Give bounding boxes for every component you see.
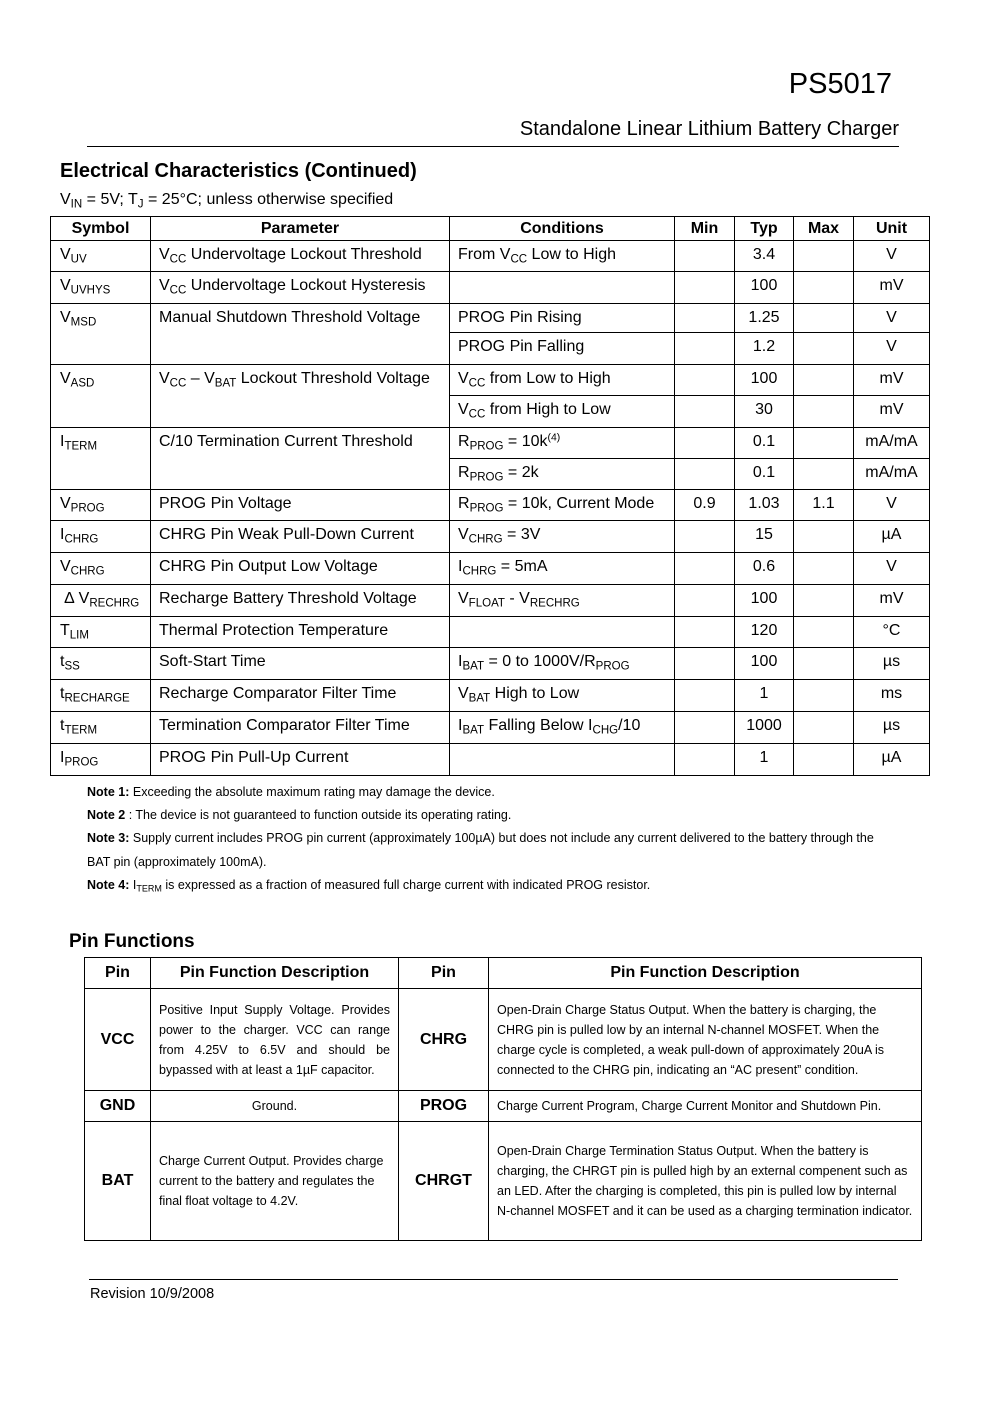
- note-label: Note 3:: [87, 831, 130, 846]
- symbol-cell: $I_{CHRG}$: [51, 521, 151, 553]
- table-row: [51, 521, 930, 553]
- symbol-cell: $I_{PROG}$: [51, 744, 151, 776]
- parameter-cell: Soft-Start Time: [151, 648, 450, 680]
- conditions-cell: [450, 617, 675, 648]
- max-cell: [794, 617, 854, 648]
- max-cell: [794, 585, 854, 617]
- parameter-cell: $V_{CC}$ Undervoltage Lockout Hysteresis: [151, 272, 450, 304]
- min-cell: [675, 241, 735, 272]
- typ-cell: 30: [735, 396, 794, 428]
- unit-cell: µs: [854, 648, 930, 680]
- max-cell: [794, 304, 854, 333]
- footer-divider: [89, 1279, 898, 1280]
- min-cell: [675, 712, 735, 744]
- table-row: [51, 553, 930, 585]
- table-row: [51, 365, 930, 396]
- document-subtitle: Standalone Linear Lithium Battery Charger: [519, 118, 899, 140]
- note-label: Note 2: [87, 808, 126, 823]
- column-header-parameter: Parameter: [151, 217, 450, 241]
- unit-cell: mA/mA: [854, 428, 930, 459]
- column-header-pin: Pin: [399, 958, 489, 989]
- conditions-cell: $V_{FLOAT} - V_{RECHRG}$: [450, 585, 675, 617]
- pin-description-cell: Open-Drain Charge Status Output. When the battery is charging, the CHRG pin is pulled low by an internal N-channel MOSFET. When the charge cycle is completed, a weak pull-down of approximately 20uA is connected to the CHRG pin, indicating an “AC present” condition.: [489, 989, 922, 1091]
- parameter-cell: $V_{CC} - V_{BAT}$ Lockout Threshold Voltage: [151, 365, 450, 428]
- conditions-cell: [450, 272, 675, 304]
- column-header-max: Max: [794, 217, 854, 241]
- note-text: $I_{TERM}$ is expressed as a fraction of measured full charge current with indicated PROG resistor.: [132, 877, 651, 894]
- note-item: [87, 827, 887, 873]
- symbol-cell: $V_{UV}$: [51, 241, 151, 272]
- revision-label: Revision 10/9/2008: [90, 1286, 215, 1302]
- note-text: Supply current includes PROG pin current (approximately 100µA) but does not include any current delivered to the battery through the BAT pin (approximately 100mA).: [87, 831, 874, 869]
- typ-cell: 100: [735, 585, 794, 617]
- unit-cell: µA: [854, 521, 930, 553]
- parameter-cell: C/10 Termination Current Threshold: [151, 428, 450, 490]
- min-cell: [675, 365, 735, 396]
- conditions-cell: $R_{PROG} = 2k$: [450, 459, 675, 490]
- symbol-cell: $V_{MSD}$: [51, 304, 151, 365]
- pin-name-cell: GND: [85, 1091, 151, 1122]
- note-item: [87, 874, 887, 897]
- pin-row: [85, 1091, 922, 1122]
- table-row: [51, 241, 930, 272]
- column-header-pin: Pin: [85, 958, 151, 989]
- column-header-typ: Typ: [735, 217, 794, 241]
- typ-cell: 100: [735, 365, 794, 396]
- min-cell: [675, 585, 735, 617]
- typ-cell: 100: [735, 272, 794, 304]
- conditions-cell: $I_{BAT}$ Falling Below $I_{CHG}/10$: [450, 712, 675, 744]
- max-cell: [794, 333, 854, 365]
- min-cell: [675, 744, 735, 776]
- table-header-row: [85, 958, 922, 989]
- symbol-cell: $I_{TERM}$: [51, 428, 151, 490]
- table-row: [51, 680, 930, 712]
- table-row: [51, 712, 930, 744]
- symbol-cell: $t_{TERM}$: [51, 712, 151, 744]
- table-row: [51, 490, 930, 521]
- unit-cell: mA/mA: [854, 459, 930, 490]
- conditions-cell: PROG Pin Falling: [450, 333, 675, 365]
- max-cell: [794, 459, 854, 490]
- max-cell: [794, 553, 854, 585]
- column-header-description: Pin Function Description: [489, 958, 922, 989]
- electrical-characteristics-table: [50, 216, 930, 776]
- max-cell: 1.1: [794, 490, 854, 521]
- table-header-row: [51, 217, 930, 241]
- min-cell: [675, 396, 735, 428]
- column-header-min: Min: [675, 217, 735, 241]
- conditions-cell: $V_{CC}$ from Low to High: [450, 365, 675, 396]
- min-cell: [675, 428, 735, 459]
- pin-name-cell: CHRGT: [399, 1122, 489, 1241]
- typ-cell: 100: [735, 648, 794, 680]
- unit-cell: V: [854, 553, 930, 585]
- symbol-cell: $t_{SS}$: [51, 648, 151, 680]
- min-cell: 0.9: [675, 490, 735, 521]
- notes-section: [87, 781, 887, 897]
- min-cell: [675, 521, 735, 553]
- max-cell: [794, 365, 854, 396]
- part-number: PS5017: [788, 68, 892, 100]
- unit-cell: mV: [854, 585, 930, 617]
- parameter-cell: PROG Pin Pull-Up Current: [151, 744, 450, 776]
- unit-cell: µs: [854, 712, 930, 744]
- conditions-cell: $V_{CC}$ from High to Low: [450, 396, 675, 428]
- conditions-cell: $I_{BAT} = 0$ to $1000V/R_{PROG}$: [450, 648, 675, 680]
- unit-cell: °C: [854, 617, 930, 648]
- max-cell: [794, 521, 854, 553]
- unit-cell: mV: [854, 396, 930, 428]
- pin-name-cell: BAT: [85, 1122, 151, 1241]
- min-cell: [675, 553, 735, 585]
- typ-cell: 1.25: [735, 304, 794, 333]
- conditions-cell: [450, 744, 675, 776]
- min-cell: [675, 680, 735, 712]
- pin-description-cell: Charge Current Program, Charge Current Monitor and Shutdown Pin.: [489, 1091, 922, 1122]
- parameter-cell: CHRG Pin Output Low Voltage: [151, 553, 450, 585]
- column-header-conditions: Conditions: [450, 217, 675, 241]
- conditions-cell: $V_{CHRG} = 3V$: [450, 521, 675, 553]
- note-label: Note 1:: [87, 785, 130, 799]
- column-header-symbol: Symbol: [51, 217, 151, 241]
- note-item: [87, 781, 887, 804]
- unit-cell: V: [854, 490, 930, 521]
- symbol-cell: $V_{PROG}$: [51, 490, 151, 521]
- typ-cell: 0.1: [735, 459, 794, 490]
- parameter-cell: Manual Shutdown Threshold Voltage: [151, 304, 450, 365]
- typ-cell: 1: [735, 680, 794, 712]
- note-label: Note 4:: [87, 877, 130, 892]
- typ-cell: 3.4: [735, 241, 794, 272]
- note-text: Exceeding the absolute maximum rating may damage the device.: [132, 785, 495, 799]
- pin-name-cell: PROG: [399, 1091, 489, 1122]
- unit-cell: V: [854, 304, 930, 333]
- unit-cell: V: [854, 333, 930, 365]
- pin-functions-table: [84, 957, 922, 1241]
- column-header-unit: Unit: [854, 217, 930, 241]
- parameter-cell: PROG Pin Voltage: [151, 490, 450, 521]
- typ-cell: 15: [735, 521, 794, 553]
- parameter-cell: Recharge Comparator Filter Time: [151, 680, 450, 712]
- symbol-cell: $V_{ASD}$: [51, 365, 151, 428]
- max-cell: [794, 648, 854, 680]
- table-row: [51, 744, 930, 776]
- table-row: [51, 648, 930, 680]
- symbol-cell: ∆ $V_{RECHRG}$: [51, 585, 151, 617]
- symbol-cell: $V_{CHRG}$: [51, 553, 151, 585]
- symbol-cell: $T_{LIM}$: [51, 617, 151, 648]
- parameter-cell: Thermal Protection Temperature: [151, 617, 450, 648]
- pin-description-cell: Positive Input Supply Voltage. Provides power to the charger. VCC can range from 4.25V to 6.5V and should be bypassed with at least a 1µF capacitor.: [151, 989, 399, 1091]
- pin-name-cell: CHRG: [399, 989, 489, 1091]
- typ-cell: 0.6: [735, 553, 794, 585]
- min-cell: [675, 459, 735, 490]
- pin-description-cell: Open-Drain Charge Termination Status Output. When the battery is charging, the CHRGT pin is pulled high by an external compenent such as an LED. After the charging is completed, this pin is pulled low by internal N-channel MOSFET and it can be used as a charging termination indicator.: [489, 1122, 922, 1241]
- symbol-cell: $V_{UVHYS}$: [51, 272, 151, 304]
- pin-functions-title: Pin Functions: [69, 931, 195, 952]
- min-cell: [675, 333, 735, 365]
- pin-description-cell: Charge Current Output. Provides charge current to the battery and regulates the final float voltage to 4.2V.: [151, 1122, 399, 1241]
- table-row: [51, 304, 930, 333]
- conditions-cell: PROG Pin Rising: [450, 304, 675, 333]
- symbol-cell: $t_{RECHARGE}$: [51, 680, 151, 712]
- min-cell: [675, 648, 735, 680]
- conditions-cell: $V_{BAT}$ High to Low: [450, 680, 675, 712]
- max-cell: [794, 428, 854, 459]
- unit-cell: ms: [854, 680, 930, 712]
- max-cell: [794, 396, 854, 428]
- parameter-cell: Termination Comparator Filter Time: [151, 712, 450, 744]
- typ-cell: 1.03: [735, 490, 794, 521]
- parameter-cell: $V_{CC}$ Undervoltage Lockout Threshold: [151, 241, 450, 272]
- max-cell: [794, 680, 854, 712]
- max-cell: [794, 272, 854, 304]
- min-cell: [675, 617, 735, 648]
- header-divider: [87, 146, 899, 147]
- conditions-cell: $R_{PROG} = 10k^{(4)}$: [450, 428, 675, 459]
- unit-cell: V: [854, 241, 930, 272]
- note-text: : The device is not guaranteed to function outside its operating rating.: [128, 808, 512, 823]
- column-header-description: Pin Function Description: [151, 958, 399, 989]
- pin-row: [85, 1122, 922, 1241]
- max-cell: [794, 241, 854, 272]
- typ-cell: 1.2: [735, 333, 794, 365]
- pin-row: [85, 989, 922, 1091]
- min-cell: [675, 304, 735, 333]
- conditions-cell: $I_{CHRG} = 5mA$: [450, 553, 675, 585]
- max-cell: [794, 744, 854, 776]
- typ-cell: 1: [735, 744, 794, 776]
- typ-cell: 120: [735, 617, 794, 648]
- pin-description-cell: Ground.: [151, 1091, 399, 1122]
- unit-cell: mV: [854, 272, 930, 304]
- table-row: [51, 272, 930, 304]
- unit-cell: µA: [854, 744, 930, 776]
- electrical-characteristics-title: Electrical Characteristics (Continued): [60, 160, 417, 182]
- test-conditions-note: $V_{IN} = 5V$; $T_J = 25^\circ C$; unless otherwise specified: [60, 191, 394, 211]
- conditions-cell: $R_{PROG} = 10k$, Current Mode: [450, 490, 675, 521]
- typ-cell: 0.1: [735, 428, 794, 459]
- parameter-cell: CHRG Pin Weak Pull-Down Current: [151, 521, 450, 553]
- min-cell: [675, 272, 735, 304]
- table-row: [51, 428, 930, 459]
- unit-cell: mV: [854, 365, 930, 396]
- table-row: [51, 585, 930, 617]
- parameter-cell: Recharge Battery Threshold Voltage: [151, 585, 450, 617]
- table-row: [51, 617, 930, 648]
- note-item: [87, 804, 887, 827]
- pin-name-cell: VCC: [85, 989, 151, 1091]
- conditions-cell: From $V_{CC}$ Low to High: [450, 241, 675, 272]
- typ-cell: 1000: [735, 712, 794, 744]
- max-cell: [794, 712, 854, 744]
